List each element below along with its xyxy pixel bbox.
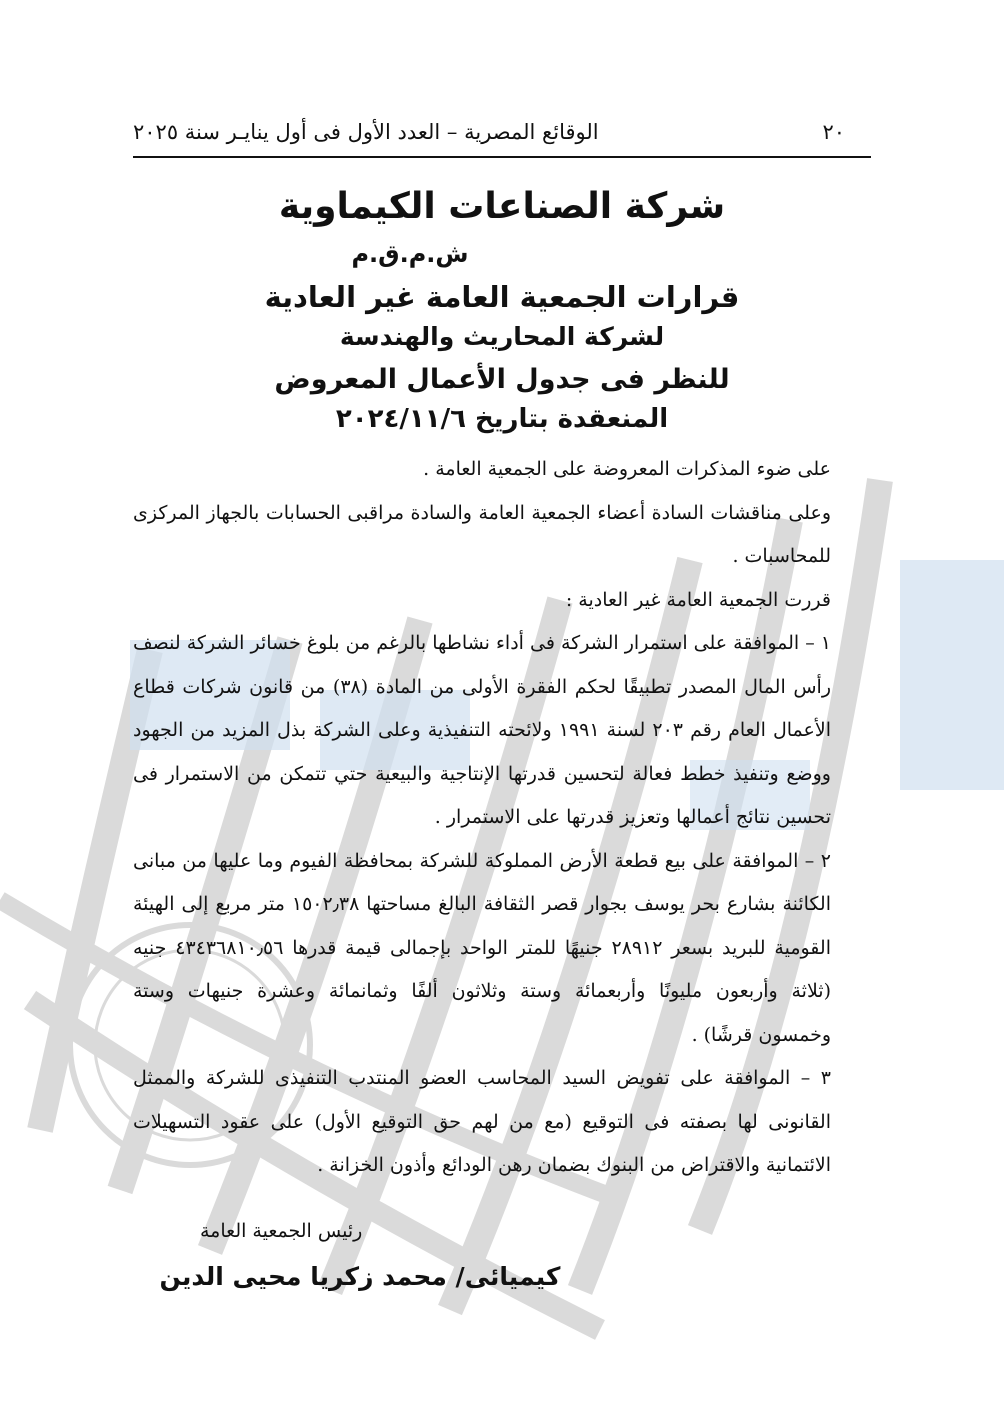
signatory-name: كيميائى/ محمد زكريا محيى الدين (159, 1262, 561, 1291)
decision-body (133, 448, 871, 1188)
decisions-heading: قرارات الجمعية العامة غير العادية (264, 280, 740, 314)
page-number: ٢٠ (822, 120, 845, 144)
company-abbreviation: ش.م.ق.م (351, 240, 469, 268)
running-header (133, 112, 871, 152)
header-rule (133, 156, 871, 158)
resolution-item-1: ١ – الموافقة على استمرار الشركة فى أداء نشاطها بالرغم من بلوغ خسائر الشركة لنصف رأس المال المصدر تطبيقًا لحكم الفقرة الأولى من المادة (٣٨) من قانون شركات قطاع الأعمال العام رقم ٢٠٣ لسنة ١٩٩١ ولائحته التنفيذية وعلى الشركة بذل المزيد من الجهود ووضع وتنفيذ خطط فعالة لتحسين قدرتها الإنتاجية والبيعية حتي تتمكن من الاستمرار فى تحسين نتائج أعمالها وتعزيز قدرتها على الاستمرار . (133, 632, 831, 828)
agenda-heading: للنظر فى جدول الأعمال المعروض (274, 364, 730, 395)
running-title: الوقائع المصرية – العدد الأول فى أول ينايـر سنة ٢٠٢٥ (133, 120, 599, 144)
resolution-item-2: ٢ – الموافقة على بيع قطعة الأرض المملوكة للشركة بمحافظة الفيوم وما عليها من مبانى الكائنة بشارع بحر يوسف بجوار قصر الثقافة البالغ مساحتها ١٥٠٢٫٣٨ متر مربع إلى الهيئة القومية للبريد بسعر ٢٨٩١٢ جنيهًا للمتر الواحد بإجمالى قيمة قدرها ٤٣٤٣٦٨١٠٫٥٦ جنيه (ثلاثة وأربعون مليونًا وأربعمائة وستة وثلاثون ألفًا وثمانمائة وعشرة جنيهات وستة وخمسون قرشًا) . (133, 849, 831, 1046)
company-title: شركة الصناعات الكيماوية (278, 186, 726, 227)
preamble-paragraph-2: وعلى مناقشات السادة أعضاء الجمعية العامة والسادة مراقبى الحسابات بالجهاز المركزى للمحاسبات . (133, 501, 831, 567)
signatory-title: رئيس الجمعية العامة (200, 1220, 363, 1242)
target-company-heading: لشركة المحاريث والهندسة (339, 322, 665, 351)
resolution-item-3: ٣ – الموافقة على تفويض السيد المحاسب العضو المنتدب التنفيذى للشركة والممثل القانونى لها بصفته فى التوقيع (مع من لهم حق التوقيع الأول) على عقود التسهيلات الائتمانية والاقتراض من البنوك بضمان رهن الودائع وأذون الخزانة . (133, 1067, 831, 1176)
preamble-paragraph-1: على ضوء المذكرات المعروضة على الجمعية العامة . (423, 458, 831, 480)
meeting-date-heading: المنعقدة بتاريخ ٢٠٢٤/١١/٦ (335, 404, 669, 434)
resolution-intro: قررت الجمعية العامة غير العادية : (565, 588, 831, 611)
